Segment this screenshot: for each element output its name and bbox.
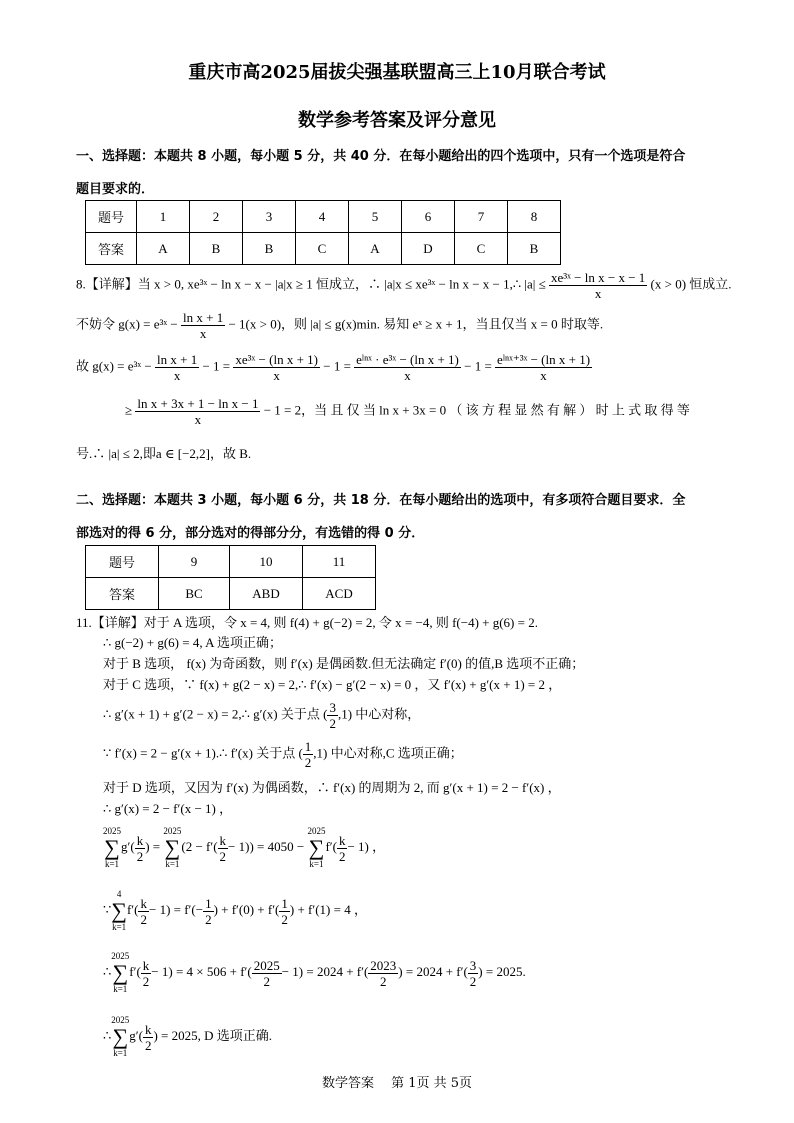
text: ∵ f′(x) = 2 − g′(x + 1).∴ f′(x) 关于点 ( [103,745,303,761]
sum-upper: 2025 [111,1015,130,1025]
sigma-icon: ∑ [112,960,129,985]
sigma-icon: ∑ [111,898,127,923]
fraction [303,739,314,770]
text: ∴ g′(x + 1) + g′(2 − x) = 2,∴ g′(x) 关于点 ( [103,706,328,722]
denominator: x [540,368,547,383]
table-cell: 1 [137,201,190,233]
sigma-icon: ∑ [164,835,181,860]
table-cell: A [137,233,190,265]
numerator: 3 [469,957,477,973]
solution11-line4: 对于 C 选项，∵ f(x) + g(2 − x) = 2,∴ f′(x) − g′(2 − x) = 0 ，又 f′(x) + g′(x + 1) = 2 ， [103,677,562,692]
fraction [135,396,260,427]
fraction [495,352,592,383]
text: ∵ [103,901,112,917]
denominator: 2 [329,716,336,731]
section1-heading-line1: 一、选择题：本题共 8 小题，每小题 5 分，共 40 分．在每小题给出的四个选项中，只有一个选项是符合 [76,149,686,164]
text: (x > 0) 恒成立. [650,276,732,292]
text: − 1) = 2024 + f′( [281,963,369,979]
denominator: x [594,286,602,301]
numerator: xe³ˣ − ln x − x − 1 [551,270,646,285]
numerator: xe³ˣ − (ln x + 1) [235,352,318,367]
text: ,1) 中心对称,C 选项正确； [313,745,463,761]
sigma-icon: ∑ [112,1024,129,1049]
summation [307,826,325,870]
text: ∴ [103,963,112,979]
table-cell: 11 [303,546,376,578]
numerator: eˡⁿˣ · e³ˣ − (ln x + 1) [356,352,459,367]
sum-upper: 2025 [111,951,130,961]
text: − 1 = [202,358,231,374]
table-cell: B [243,233,296,265]
fraction [368,958,398,989]
fraction [337,833,348,864]
table-cell: A [349,233,402,265]
denominator: 2 [469,973,477,989]
table-cell: 2 [190,201,243,233]
answer-table-1 [85,200,561,265]
answer-table-2 [85,545,376,610]
numerator: ln x + 1 [183,310,224,325]
table-cell: 4 [296,201,349,233]
denominator: 2 [304,755,312,770]
fraction [327,700,338,731]
section1-heading-line2: 题目要求的． [76,182,155,197]
denominator: x [194,412,202,427]
text: 故 g(x) = e³ˣ − [76,358,152,374]
table-row-question-numbers [86,201,561,233]
text: g′( [121,838,135,854]
text: ) = 2024 + f′( [398,963,468,979]
fraction [279,896,290,927]
solution8-line5: 号.∴ |a| ≤ 2,即a ∈ [−2,2]，故 B. [76,446,252,461]
text: − 1) = 4 × 506 + f′( [151,963,252,979]
fraction [218,833,229,864]
numerator: k [144,1021,152,1037]
text: − 1 = 2，当 且 仅 当 ln x + 3x = 0 （ 该 方 程 显 然 有 解 ） 时 上 式 取 得 等 [263,402,690,418]
solution8-line2 [76,310,603,341]
text: ,1) 中心对称， [337,706,421,722]
numerator: ln x + 3x + 1 − ln x − 1 [137,396,259,411]
page-title: 重庆市高2025届拔尖强基联盟高三上10月联合考试 [188,62,606,83]
text: 8.【详解】当 x > 0, xe³ˣ − ln x − x − |a|x ≥ 1 恒成立，∴ |a|x ≤ xe³ˣ − ln x − x − 1,∴ |a| ≤ [76,276,546,292]
table-cell: C [296,233,349,265]
numerator: k [219,832,227,848]
solution8-line3 [76,352,592,383]
summation [103,826,121,870]
fraction [233,352,320,383]
solution11-equation2 [103,889,367,933]
sum-upper: 4 [116,889,122,899]
table-cell: 3 [243,201,296,233]
section2-heading-line1: 二、选择题：本题共 3 小题，每小题 6 分，共 18 分．在每小题给出的选项中，有多项符合题目要求．全 [76,493,686,508]
text: f′( [126,901,139,917]
sum-lower: k=1 [309,859,324,869]
denominator: 2 [338,848,346,864]
text: ) = 2025. [478,963,526,979]
fraction [252,958,282,989]
table-cell: BC [159,578,230,610]
sum-upper: 2025 [307,826,326,836]
solution11-line2: ∴ g(−2) + g(6) = 4, A 选项正确； [103,635,283,650]
table-row-answers [86,578,376,610]
sum-lower: k=1 [104,859,120,869]
text: g′( [129,1027,143,1043]
sum-upper: 2025 [103,826,121,836]
table-cell: 8 [508,201,561,233]
sum-lower: k=1 [165,859,180,869]
text: ) = 2025, D 选项正确. [153,1027,273,1043]
table-cell: 题号 [86,201,137,233]
numerator: k [136,832,144,848]
fraction [155,352,199,383]
fraction [354,352,461,383]
denominator: 2 [140,911,147,927]
text: ) + f′(1) = 4 ， [289,901,367,917]
sum-lower: k=1 [113,1048,128,1058]
fraction [203,896,214,927]
table-row-question-numbers [86,546,376,578]
denominator: 2 [144,1037,152,1053]
text: (2 − f′( [181,838,218,854]
text: − 1) = f′(− [148,901,204,917]
solution8-line4 [125,396,690,427]
solution11-line7: 对于 D 选项，又因为 f′(x) 为偶函数，∴ f′(x) 的周期为 2, 而 g′(x + 1) = 2 − f′(x) ， [103,780,561,795]
denominator: 2 [142,973,150,989]
table-cell: 题号 [86,546,159,578]
fraction [468,958,479,989]
text: ) + f′(0) + f′( [213,901,280,917]
sigma-icon: ∑ [104,835,120,860]
table-cell: 5 [349,201,402,233]
sum-lower: k=1 [113,984,128,994]
denominator: 2 [205,911,212,927]
denominator: 2 [219,848,227,864]
text: ∴ [103,1027,112,1043]
text: ) = [145,838,161,854]
table-cell: 6 [402,201,455,233]
text: − 1(x > 0)，则 |a| ≤ g(x)min. 易知 eˣ ≥ x + 1，当且仅当 x = 0 时取等. [228,316,604,332]
numerator: k [142,957,150,973]
text: ≥ [125,402,133,418]
numerator: 3 [329,700,336,715]
text: − 1) ， [347,838,386,854]
table-cell: C [455,233,508,265]
denominator: x [199,326,207,341]
fraction [141,958,152,989]
denominator: 2 [263,973,270,989]
table-cell: B [190,233,243,265]
denominator: x [173,368,181,383]
denominator: 2 [380,973,387,989]
table-cell: 答案 [86,233,137,265]
denominator: x [404,368,411,383]
fraction [135,833,146,864]
numerator: 2023 [370,957,397,973]
summation [111,1015,129,1059]
table-cell: 7 [455,201,508,233]
table-cell: D [402,233,455,265]
solution11-line3: 对于 B 选项， f(x) 为奇函数，则 f′(x) 是偶函数.但无法确定 f′(0) 的值,B 选项不正确； [103,656,585,671]
sigma-icon: ∑ [308,835,325,860]
table-cell: B [508,233,561,265]
numerator: k [140,895,147,911]
text: f′( [129,963,141,979]
numerator: 1 [304,739,312,754]
denominator: 2 [136,848,144,864]
numerator: 1 [205,895,212,911]
solution11-equation3 [103,951,526,995]
summation [111,889,127,933]
numerator: ln x + 1 [157,352,198,367]
text: f′( [325,838,337,854]
fraction [181,310,225,341]
table-cell: 10 [230,546,303,578]
numerator: k [338,832,346,848]
text: − 1)) = 4050 − [228,838,305,854]
solution11-equation1 [103,826,385,870]
sum-upper: 2025 [163,826,182,836]
solution11-line8: ∴ g′(x) = 2 − f′(x − 1) ， [103,801,233,816]
section2-heading-line2: 部选对的得 6 分，部分选对的得部分分，有选错的得 0 分． [76,526,425,541]
table-cell: 答案 [86,578,159,610]
table-row-answers [86,233,561,265]
numerator: 1 [281,895,288,911]
solution11-equation4 [103,1015,272,1059]
text: 不妨令 g(x) = e³ˣ − [76,316,178,332]
solution11-line5 [103,700,420,731]
fraction [138,896,149,927]
table-cell: ABD [230,578,303,610]
summation [111,951,129,995]
page-subtitle: 数学参考答案及评分意见 [298,110,496,131]
table-cell: ACD [303,578,376,610]
sum-lower: k=1 [112,922,127,932]
summation [163,826,181,870]
text: − 1 = [464,358,492,374]
table-cell: 9 [159,546,230,578]
text: − 1 = [323,358,351,374]
denominator: 2 [281,911,288,927]
fraction [549,270,647,301]
solution11-line1: 11.【详解】对于 A 选项，令 x = 4, 则 f(4) + g(−2) = 2, 令 x = −4, 则 f(−4) + g(6) = 2. [76,615,538,630]
numerator: 2025 [253,957,280,973]
solution11-line6 [103,739,463,770]
solution8-line1 [76,270,732,301]
fraction [143,1022,154,1053]
page-footer: 数学答案 第 1页 共 5页 [321,1076,473,1091]
denominator: x [273,368,280,383]
numerator: eˡⁿˣ⁺³ˣ − (ln x + 1) [497,352,591,367]
